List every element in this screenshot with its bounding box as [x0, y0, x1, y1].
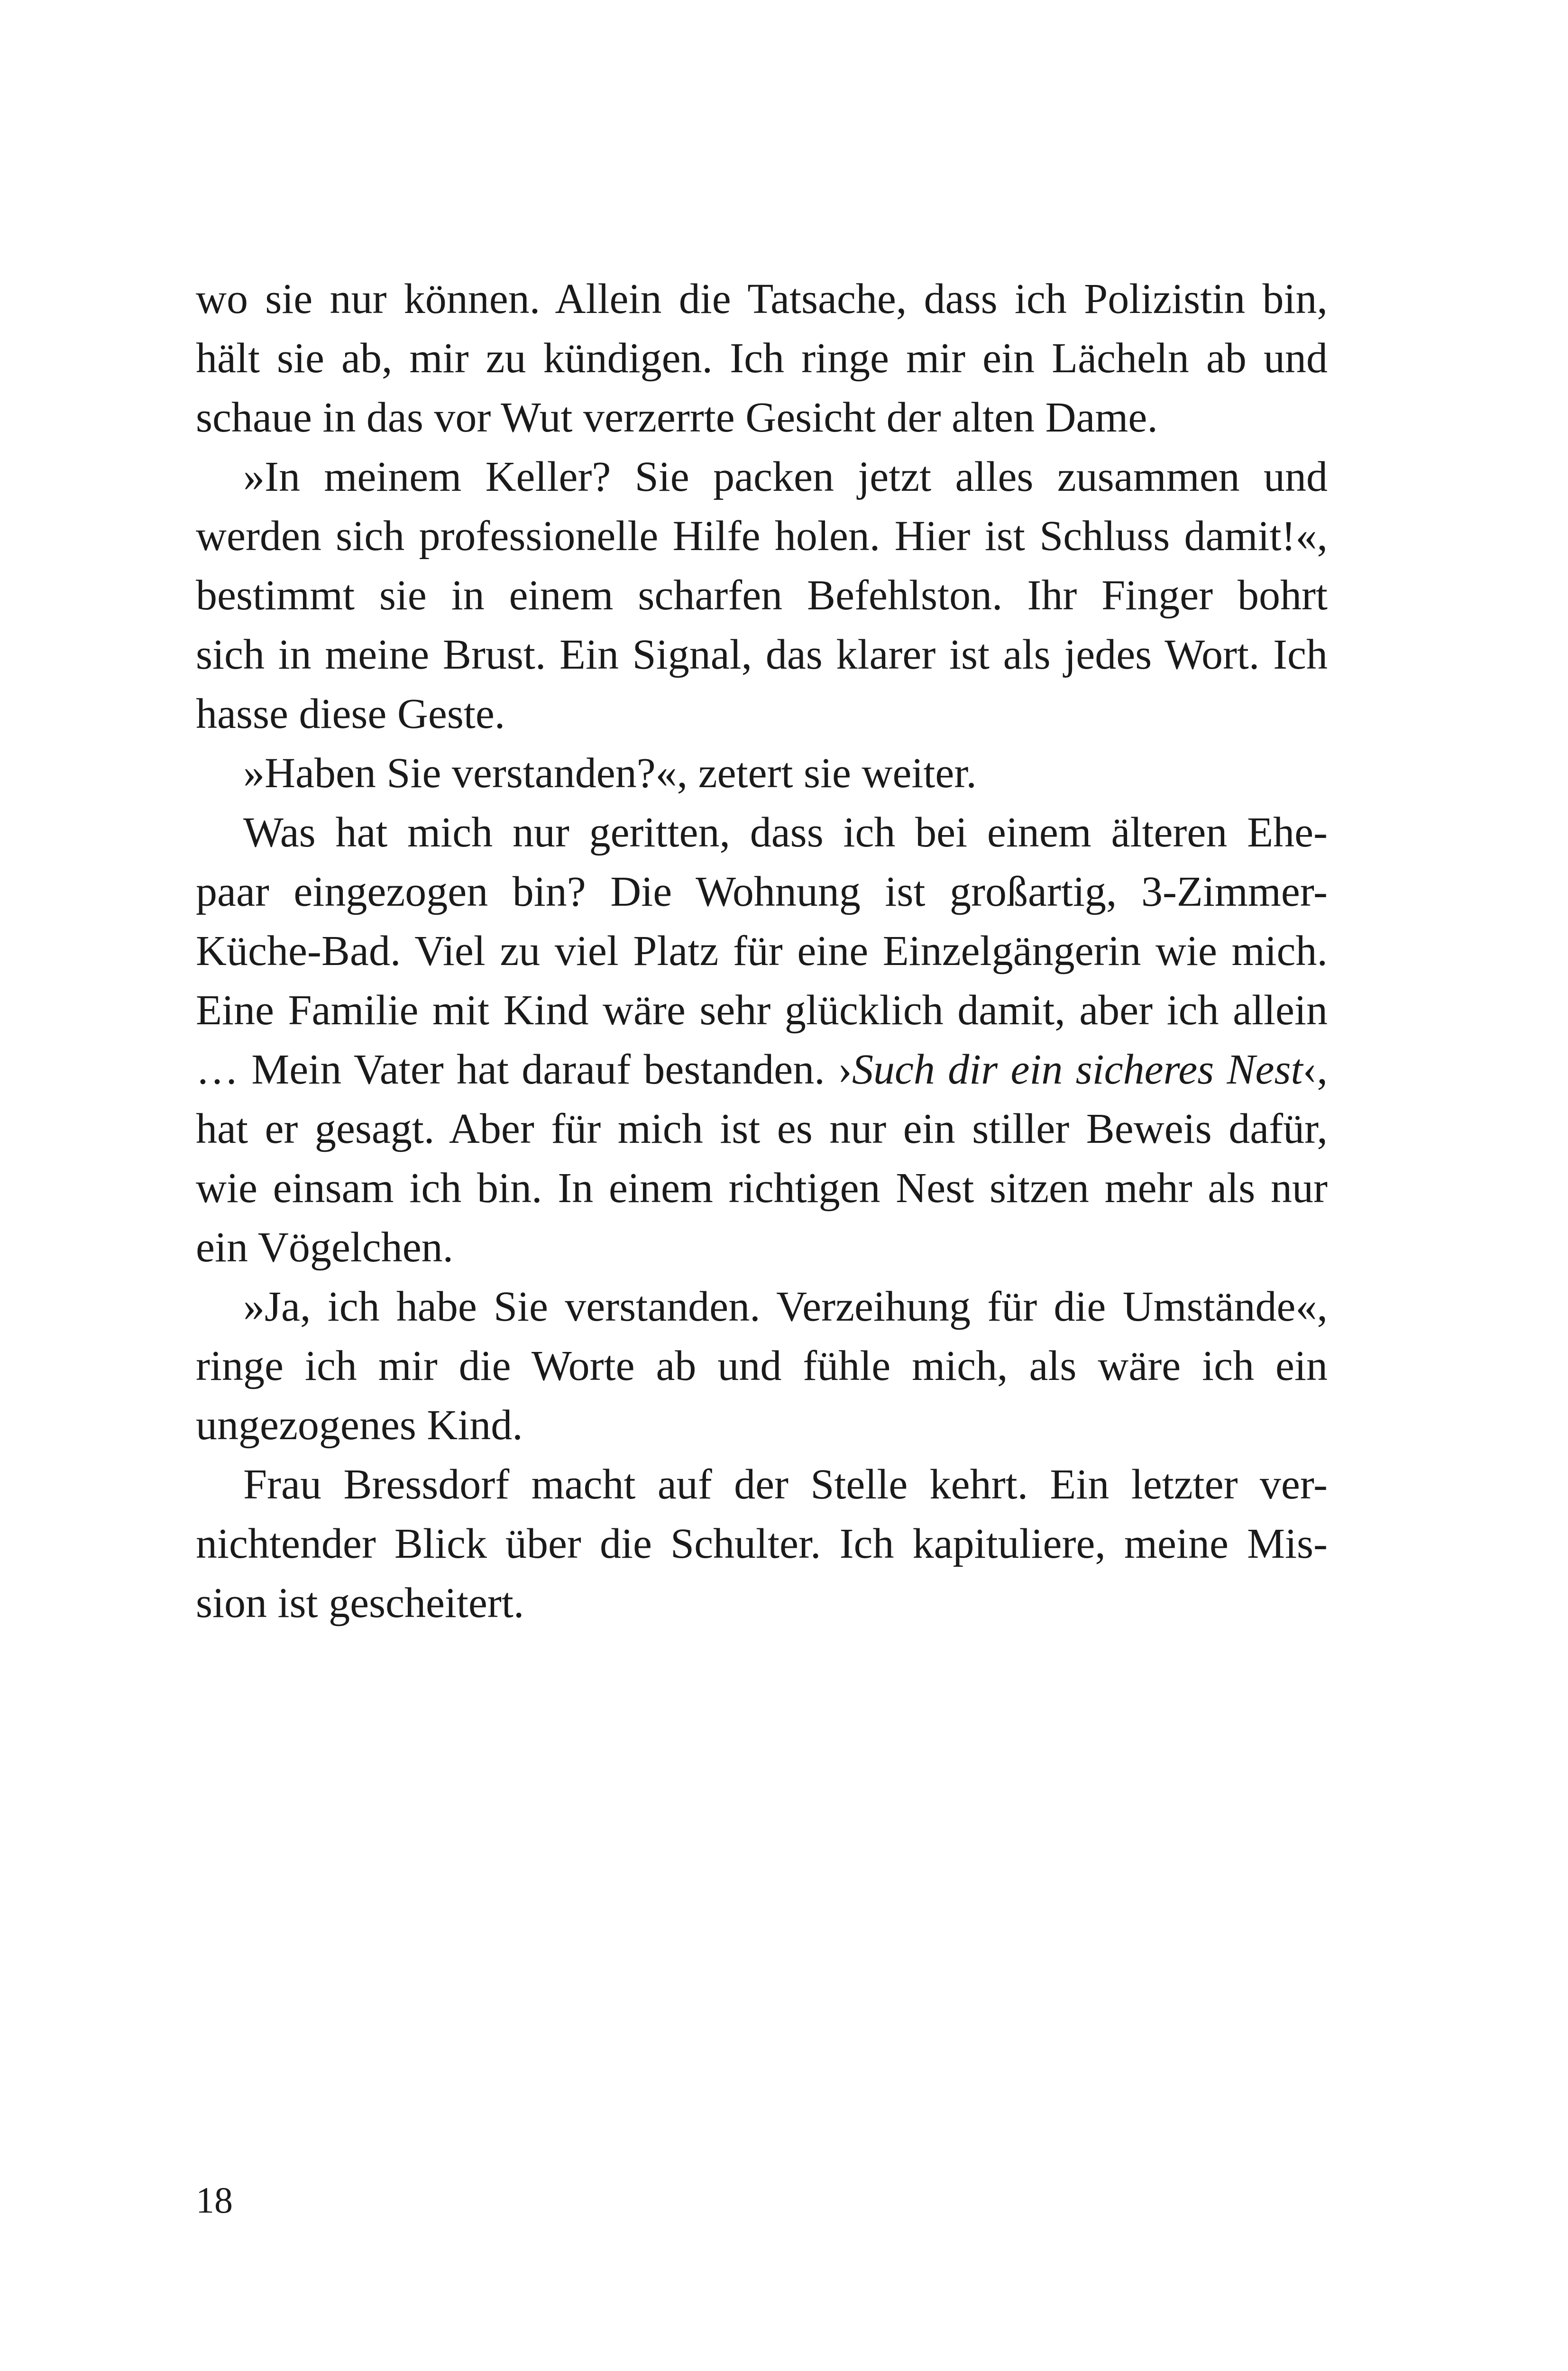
- body-text: [196, 269, 1328, 1633]
- text-line: sich in meine Brust. Ein Signal, das klarer ist als jedes Wort. Ich: [196, 631, 1328, 678]
- text-line: werden sich professionelle Hilfe holen. Hier ist Schluss damit!«,: [196, 513, 1328, 560]
- text-line: ein Vögelchen.: [196, 1224, 454, 1271]
- text-line: paar eingezogen bin? Die Wohnung ist großartig, 3-Zimmer-: [196, 868, 1328, 915]
- text-line: »Haben Sie verstanden?«, zetert sie weiter.: [243, 750, 977, 797]
- page-number: 18: [196, 2179, 233, 2221]
- text-line: Küche-Bad. Viel zu viel Platz für eine Einzelgängerin wie mich.: [196, 928, 1328, 974]
- text-line: schaue in das vor Wut verzerrte Gesicht der alten Dame.: [196, 394, 1158, 441]
- text-line: »Ja, ich habe Sie verstanden. Verzeihung für die Umstände«,: [243, 1283, 1328, 1330]
- text-line: bestimmt sie in einem scharfen Befehlston. Ihr Finger bohrt: [196, 572, 1328, 619]
- text-line: sion ist gescheitert.: [196, 1580, 524, 1627]
- text-line: Frau Bressdorf macht auf der Stelle kehrt. Ein letzter ver-: [243, 1461, 1328, 1508]
- text-line: Eine Familie mit Kind wäre sehr glücklich damit, aber ich allein: [196, 987, 1328, 1034]
- text-line: [196, 1040, 1328, 1099]
- text-line: ringe ich mir die Worte ab und fühle mich, als wäre ich ein: [196, 1342, 1328, 1389]
- text-line: nichtender Blick über die Schulter. Ich kapituliere, meine Mis-: [196, 1520, 1328, 1567]
- text-line: hält sie ab, mir zu kündigen. Ich ringe mir ein Lächeln ab und: [196, 335, 1328, 382]
- text-segment: … Mein Vater hat darauf bestanden. ›: [196, 1046, 852, 1093]
- text-line: wo sie nur können. Allein die Tatsache, dass ich Polizistin bin,: [196, 276, 1328, 322]
- text-line: wie einsam ich bin. In einem richtigen Nest sitzen mehr als nur: [196, 1165, 1328, 1212]
- text-line: hat er gesagt. Aber für mich ist es nur ein stiller Beweis dafür,: [196, 1105, 1328, 1152]
- italic-quote: Such dir ein sicheres Nest: [852, 1046, 1303, 1093]
- text-segment: ‹,: [1302, 1046, 1328, 1093]
- text-line: hasse diese Geste.: [196, 690, 505, 737]
- text-line: »In meinem Keller? Sie packen jetzt alles zusammen und: [243, 453, 1328, 500]
- text-line: ungezogenes Kind.: [196, 1402, 523, 1449]
- text-line: Was hat mich nur geritten, dass ich bei einem älteren Ehe-: [243, 809, 1328, 856]
